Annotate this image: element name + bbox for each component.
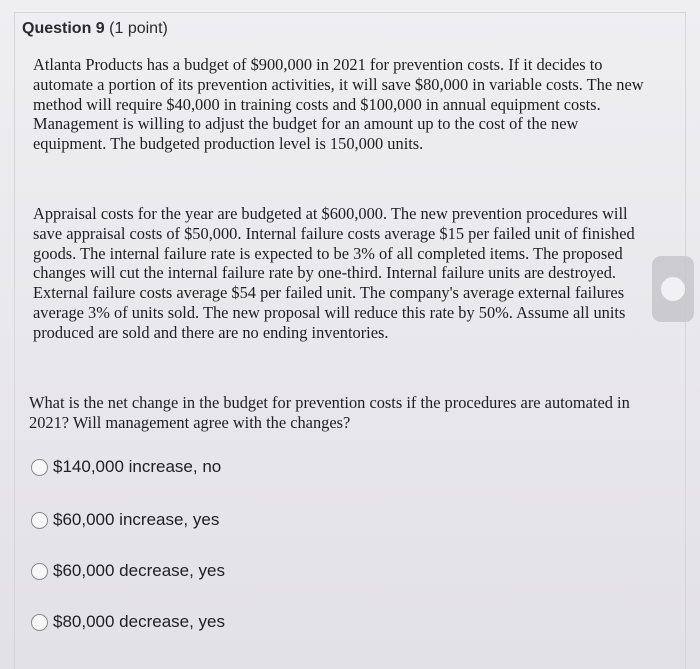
answer-option-4[interactable] xyxy=(31,612,225,632)
assistive-touch-dot-icon xyxy=(661,277,685,301)
answer-option-label: $60,000 decrease, yes xyxy=(53,561,226,580)
answer-option-2[interactable] xyxy=(31,510,219,530)
answer-option-label: $140,000 increase, no xyxy=(53,457,222,476)
answer-option-label: $80,000 decrease, yes xyxy=(53,612,226,631)
radio-button[interactable] xyxy=(31,614,48,631)
assistive-touch-button[interactable] xyxy=(652,256,694,322)
question-paragraph-2: Appraisal costs for the year are budgeted at $600,000. The new prevention procedures will save appraisal costs of $50,000. Internal failure costs average $15 per failed unit of finished goods. The internal failure rate is expected to be 3% of all completed items. The proposed changes will cut the internal failure rate by one-third. Internal failure units are destroyed. External failure costs average $54 per failed unit. The company's average external failures average 3% of units sold. The new proposal will reduce this rate by 50%. Assume all units produced are sold and there are no ending inventories. xyxy=(33,204,635,342)
answer-option-1[interactable] xyxy=(31,457,221,477)
radio-button[interactable] xyxy=(31,563,48,580)
radio-button[interactable] xyxy=(31,459,48,476)
question-paragraph-1: Atlanta Products has a budget of $900,000 in 2021 for prevention costs. If it decides to automate a portion of its prevention activities, it will save $80,000 in variable costs. The new method will require $40,000 in training costs and $100,000 in annual equipment costs. Management is willing to adjust the budget for an amount up to the cost of the new equipment. The budgeted production level is 150,000 units. xyxy=(33,55,644,154)
question-points: (1 point) xyxy=(109,20,168,37)
question-header xyxy=(22,20,168,38)
answer-option-3[interactable] xyxy=(31,561,225,581)
question-number: Question 9 xyxy=(22,20,105,37)
radio-button[interactable] xyxy=(31,512,48,529)
question-prompt: What is the net change in the budget for prevention costs if the procedures are automated in 2021? Will management agree with the changes? xyxy=(29,393,630,432)
answer-option-label: $60,000 increase, yes xyxy=(53,510,220,529)
